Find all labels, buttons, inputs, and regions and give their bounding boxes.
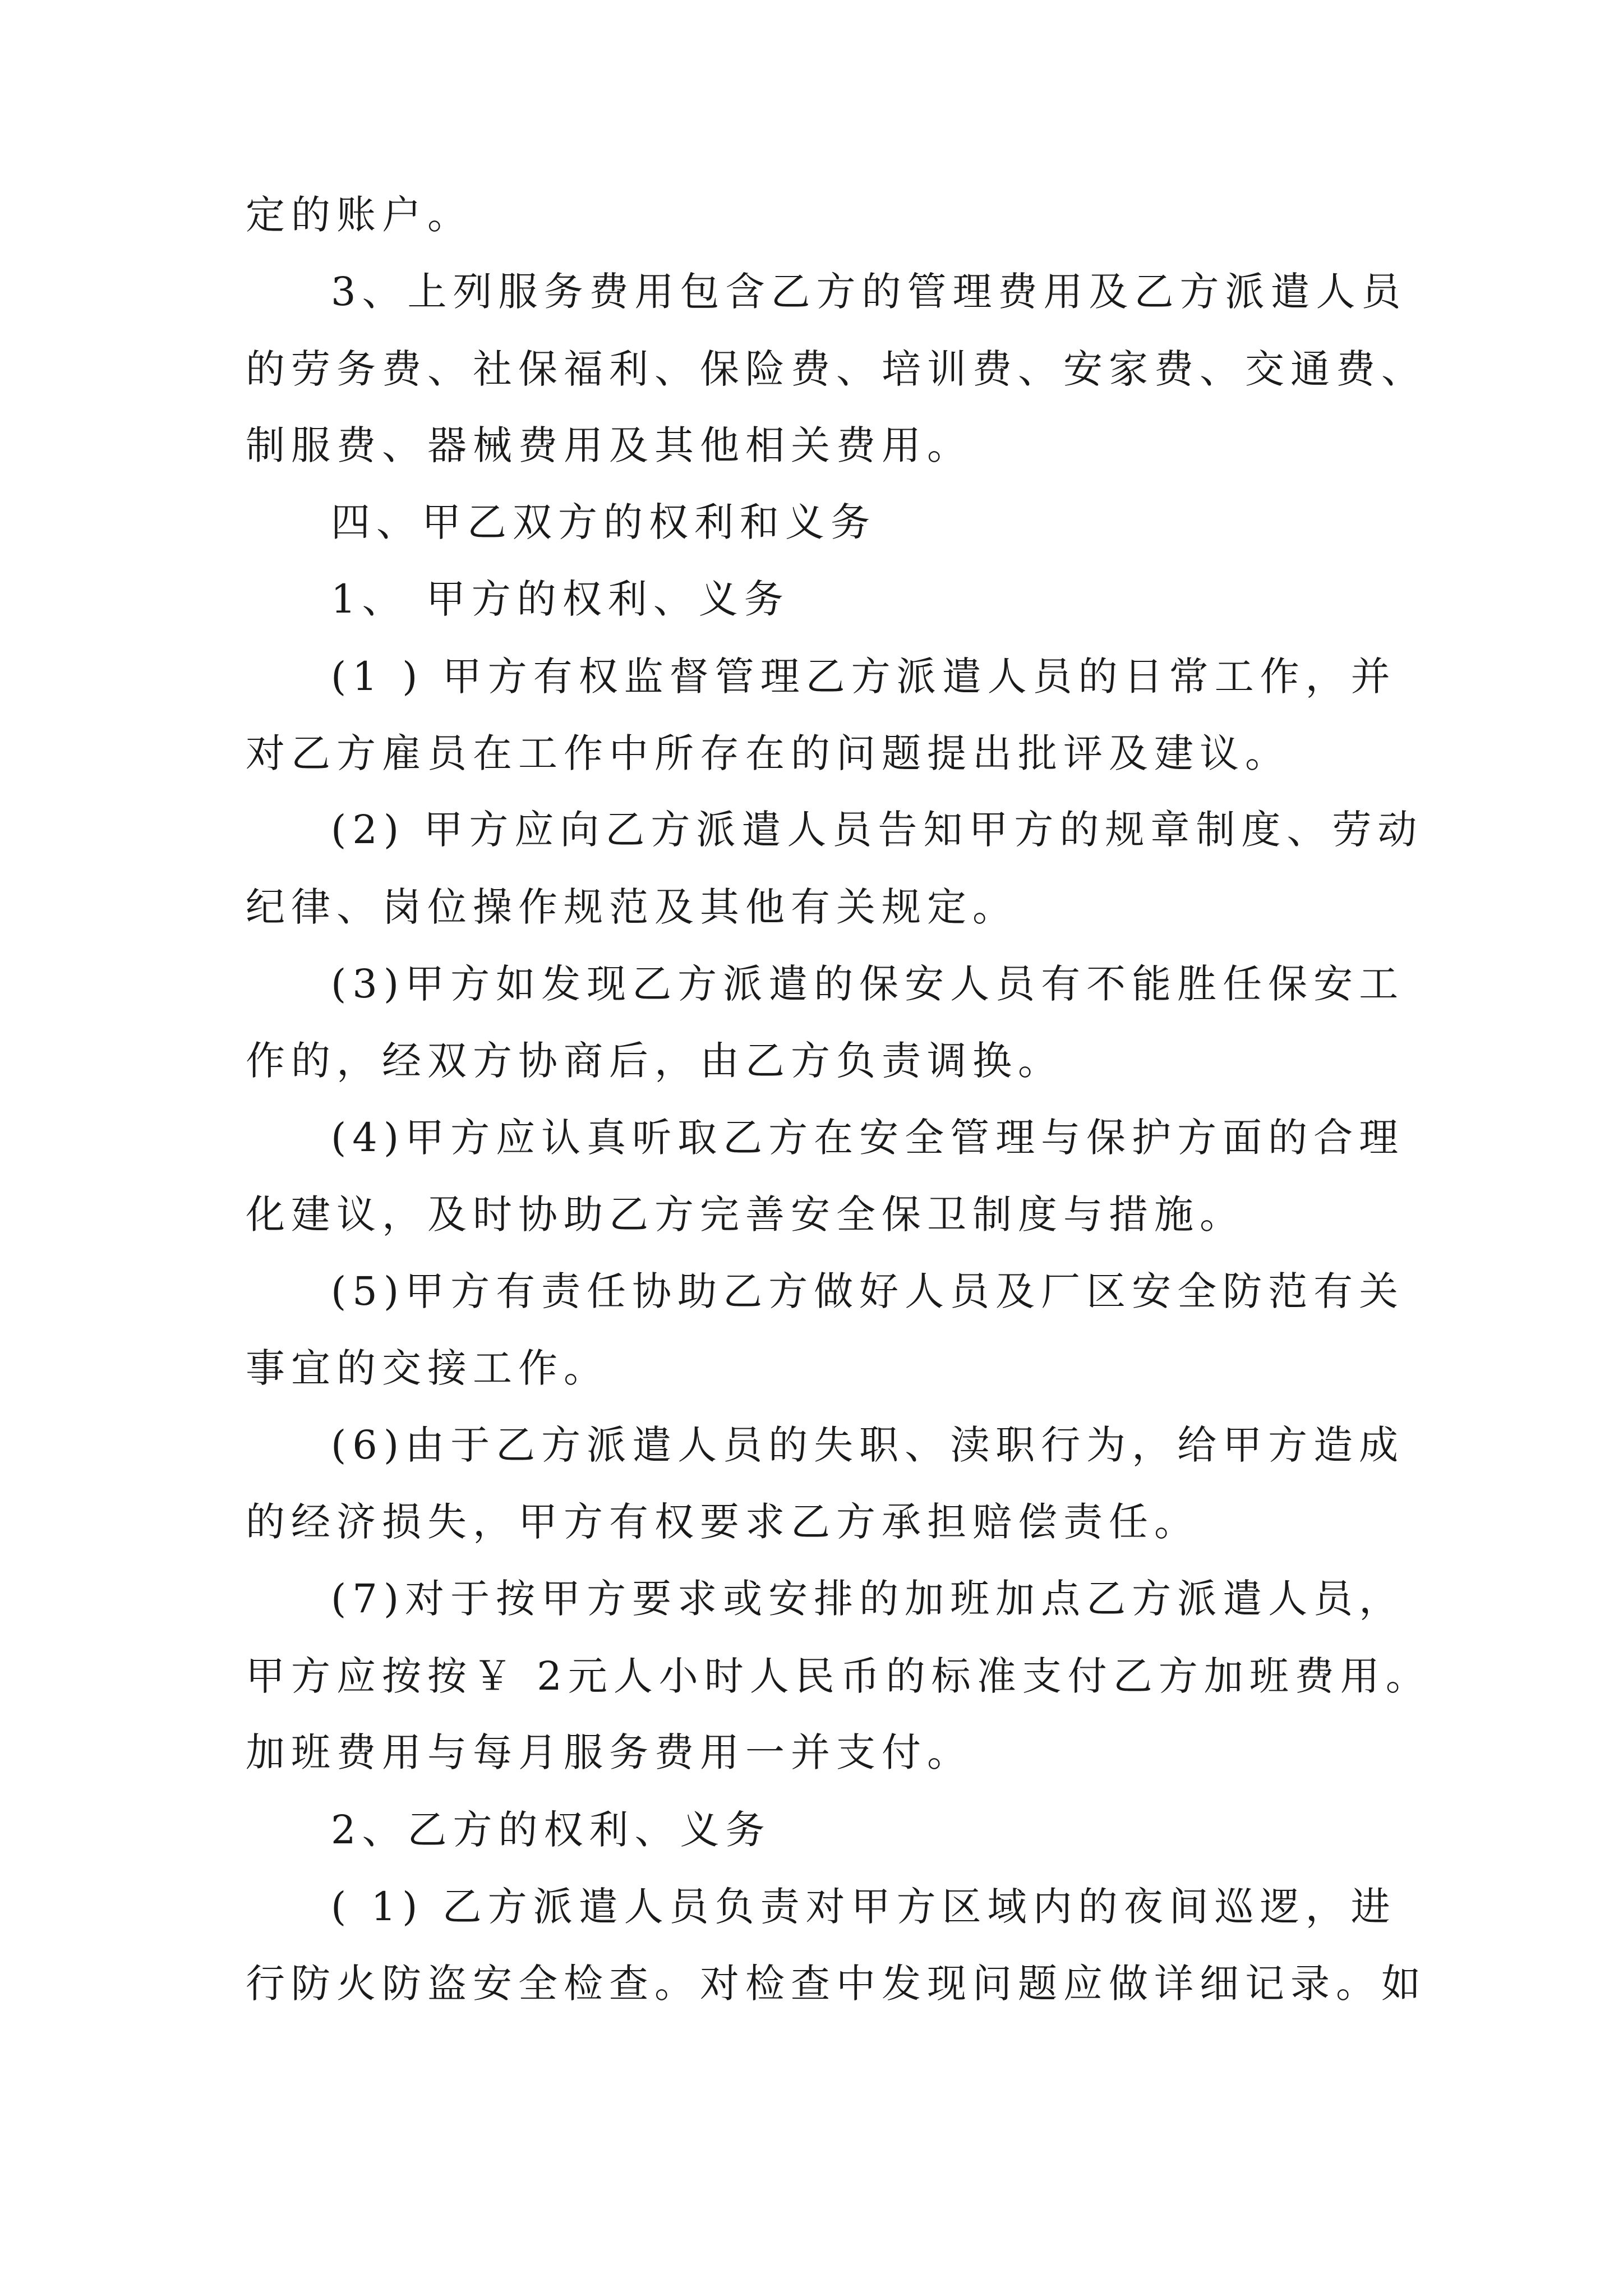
text-line: 的经济损失，甲方有权要求乙方承担赔偿责任。	[246, 1499, 1200, 1545]
text-line: (1 ) 甲方有权监督管理乙方派遣人员的日常工作，并	[331, 654, 1396, 700]
text-line: 的劳务费、社保福利、保险费、培训费、安家费、交通费、	[246, 346, 1427, 392]
subsection-heading: 2、乙方的权利、义务	[331, 1807, 771, 1853]
text-line: 行防火防盗安全检查。对检查中发现问题应做详细记录。如	[246, 1961, 1427, 2007]
text-line: 定的账户。	[246, 192, 473, 238]
text-line: 加班费用与每月服务费用一并支付。	[246, 1729, 972, 1775]
text-line: 制服费、器械费用及其他相关费用。	[246, 422, 972, 468]
text-line: (2) 甲方应向乙方派遣人员告知甲方的规章制度、劳动	[331, 807, 1423, 853]
subsection-heading: 1、 甲方的权利、义务	[331, 576, 790, 622]
text-line: 对乙方雇员在工作中所存在的问题提出批评及建议。	[246, 730, 1290, 776]
text-line: 甲方应按按￥ 2元人小时人民币的标准支付乙方加班费用。	[246, 1653, 1431, 1699]
text-line: 作的，经双方协商后，由乙方负责调换。	[246, 1038, 1063, 1084]
text-line: (7)对于按甲方要求或安排的加班加点乙方派遣人员，	[331, 1576, 1405, 1622]
text-line: (4)甲方应认真听取乙方在安全管理与保护方面的合理	[331, 1115, 1405, 1161]
text-line: (3)甲方如发现乙方派遣的保安人员有不能胜任保安工	[331, 961, 1405, 1007]
text-line: (6)由于乙方派遣人员的失职、渎职行为，给甲方造成	[331, 1422, 1405, 1468]
text-line: ( 1) 乙方派遣人员负责对甲方区域内的夜间巡逻，进	[331, 1884, 1396, 1930]
text-line: 纪律、岗位操作规范及其他有关规定。	[246, 884, 1018, 930]
text-line: 化建议，及时协助乙方完善安全保卫制度与措施。	[246, 1191, 1245, 1237]
text-line: 事宜的交接工作。	[246, 1345, 609, 1391]
text-line: (5)甲方有责任协助乙方做好人员及厂区安全防范有关	[331, 1268, 1405, 1314]
section-heading: 四、甲乙双方的权利和义务	[331, 499, 876, 545]
text-line: 3、上列服务费用包含乙方的管理费用及乙方派遣人员	[331, 269, 1407, 315]
